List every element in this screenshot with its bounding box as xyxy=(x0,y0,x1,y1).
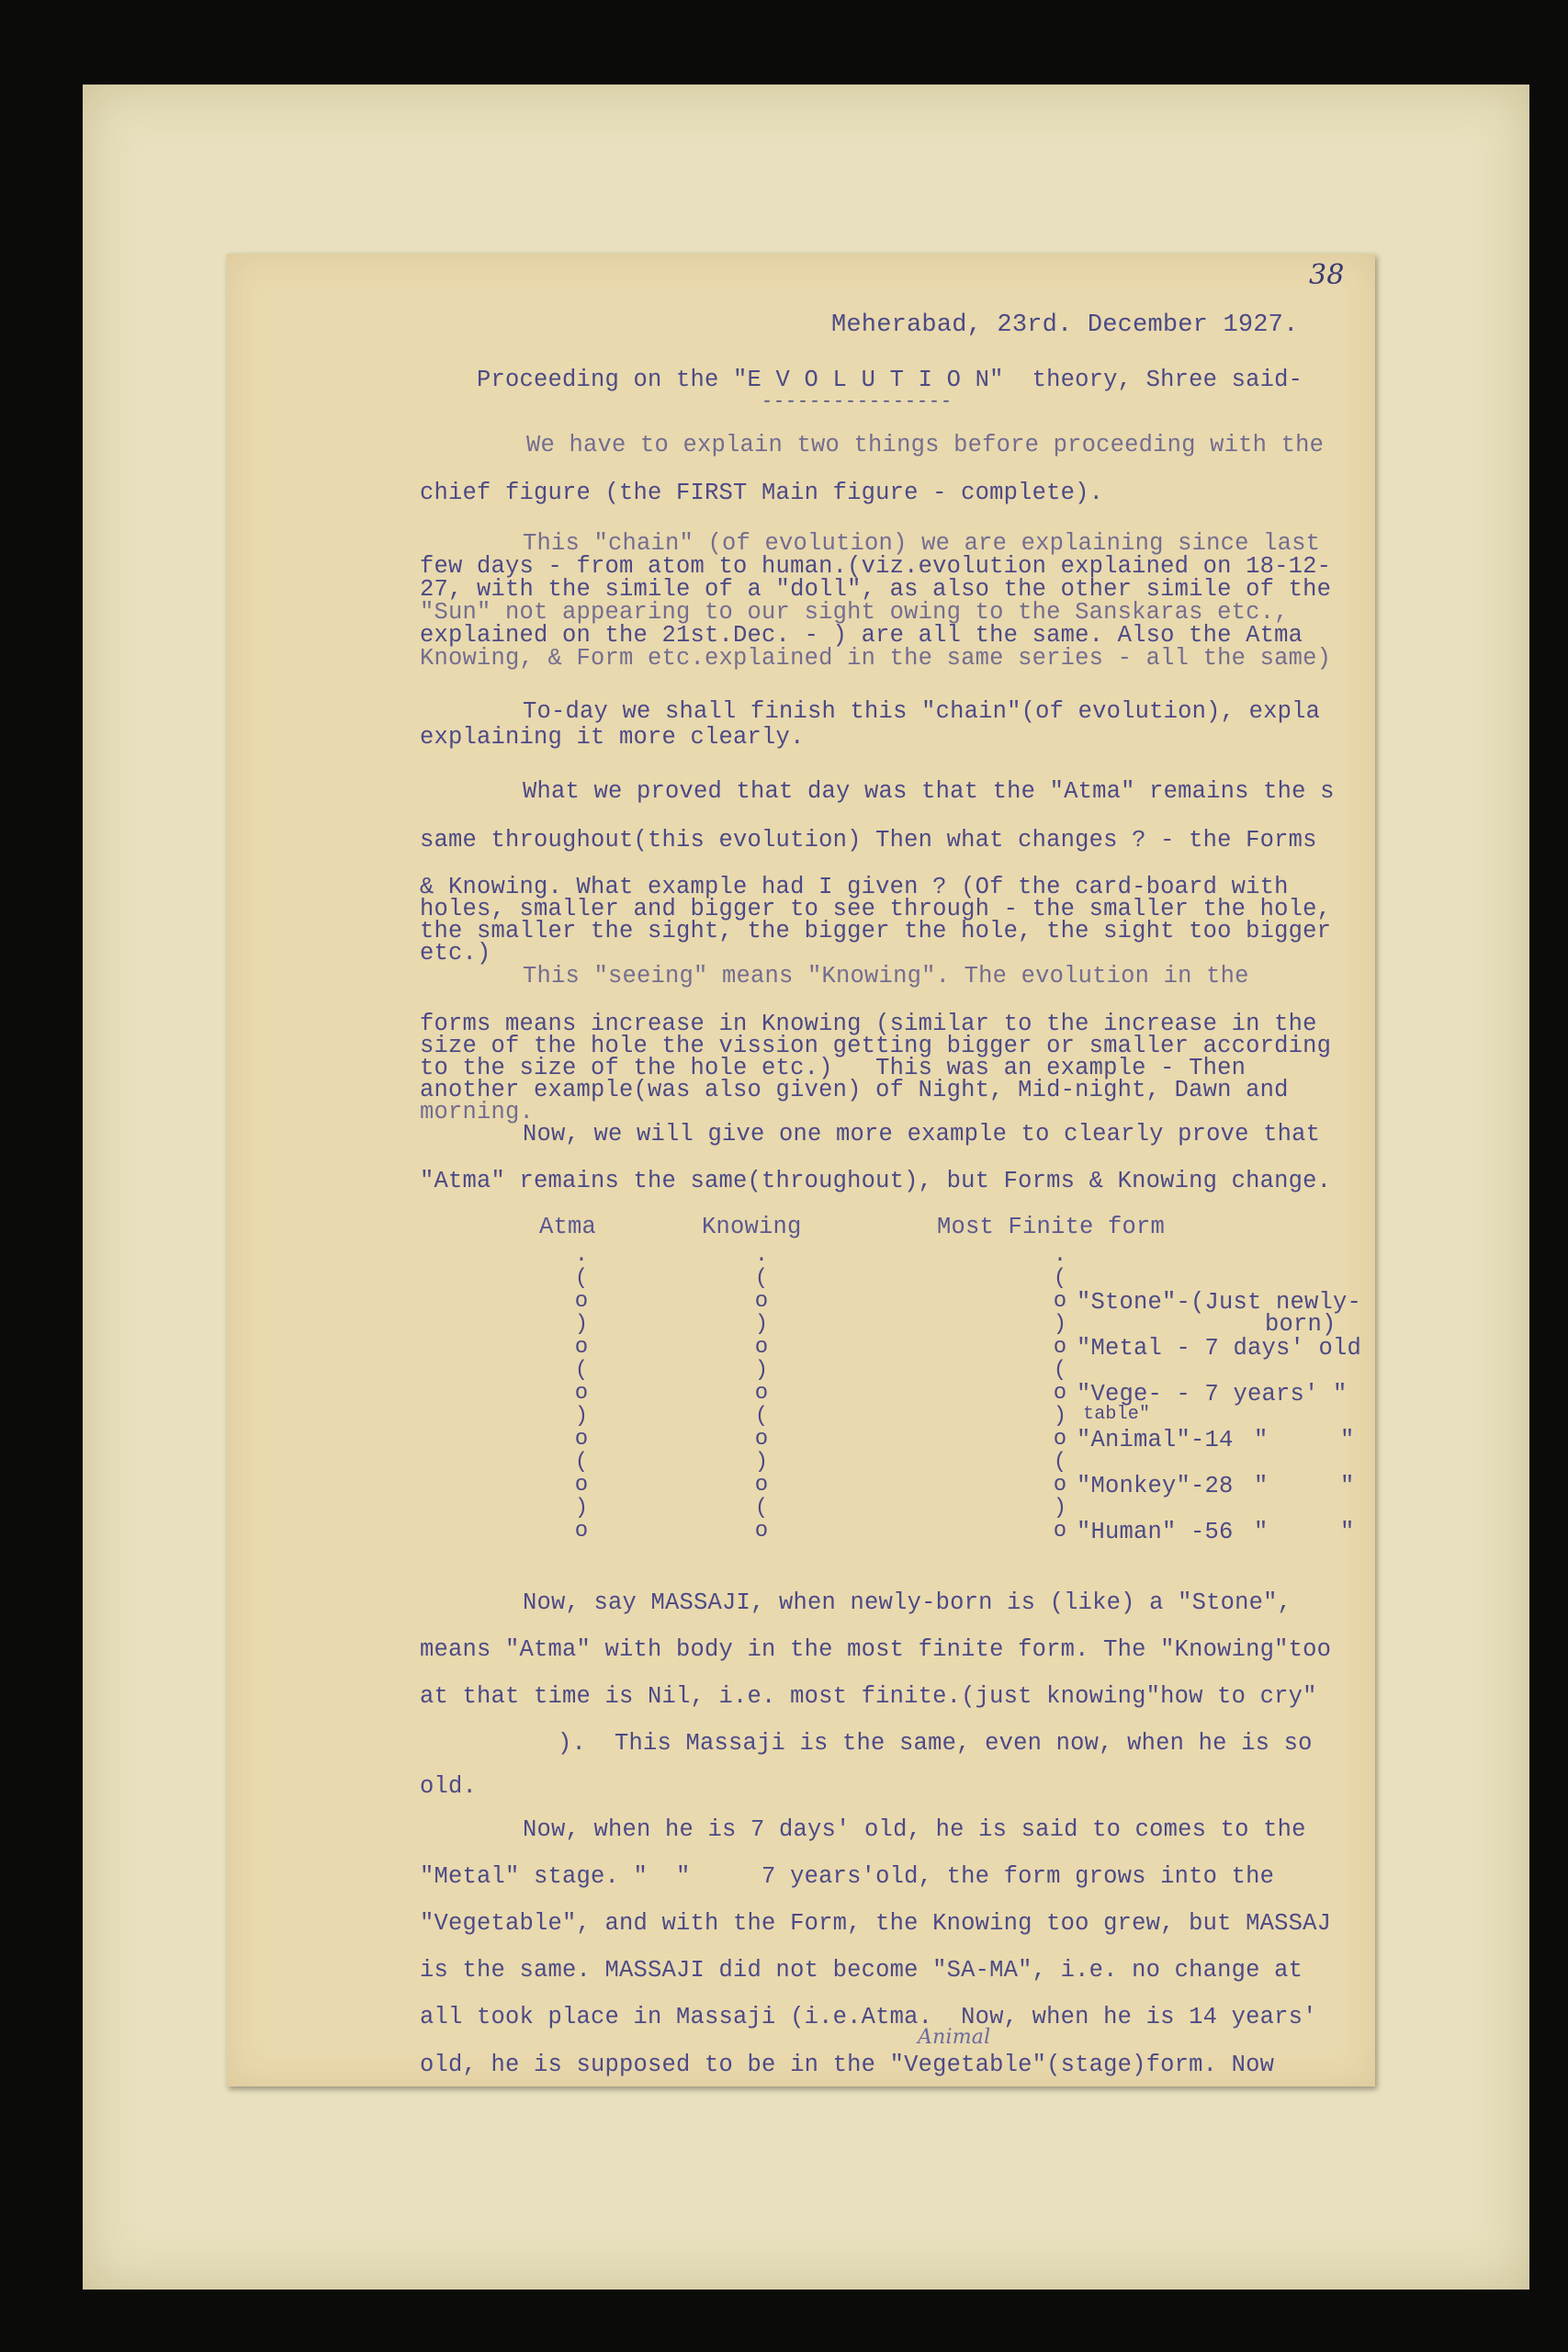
p4-line2: same throughout(this evolution) Then what changes ? - the Forms xyxy=(420,827,1317,854)
lower-line9: is the same. MASSAJI did not become "SA-MA", i.e. no change at xyxy=(420,1957,1303,1984)
p3-line1: To-day we shall finish this "chain"(of evolution), expla xyxy=(523,698,1321,725)
header-knowing: Knowing xyxy=(702,1214,802,1240)
p4-line1: What we proved that day was that the "Atma" remains the s xyxy=(523,778,1335,805)
atma-chain-link: o xyxy=(574,1335,589,1360)
p2-line2: few days - from atom to human.(viz.evolution explained on 18-12- xyxy=(420,553,1332,580)
form-vegetable-extra: table" xyxy=(1083,1404,1151,1425)
p5-line2: forms means increase in Knowing (similar to the increase in the xyxy=(420,1011,1317,1037)
form-chain-link: o xyxy=(1053,1381,1067,1406)
lower-line1: Now, say MASSAJI, when newly-born is (like) a "Stone", xyxy=(523,1589,1292,1616)
form-chain-link: o xyxy=(1053,1473,1067,1498)
lower-line10: all took place in Massaji (i.e.Atma. Now, when he is 14 years' xyxy=(420,2004,1317,2030)
form-chain xyxy=(1046,1244,1074,1543)
lower-line8: "Vegetable", and with the Form, the Knowing too grew, but MASSAJ xyxy=(420,1910,1332,1937)
form-animal-age: " xyxy=(1254,1427,1269,1453)
p1-line1: We have to explain two things before proceeding with the xyxy=(526,432,1325,458)
lower-line7: "Metal" stage. " " 7 years'old, the form grows into the xyxy=(420,1863,1275,1890)
p6-line2: "Atma" remains the same(throughout), but Forms & Knowing change. xyxy=(420,1168,1332,1194)
p2-line5: explained on the 21st.Dec. - ) are all the same. Also the Atma xyxy=(420,622,1303,649)
p1-line2: chief figure (the FIRST Main figure - complete). xyxy=(420,480,1104,506)
form-chain-link: ( xyxy=(1053,1266,1067,1291)
form-metal: "Metal - 7 days' old xyxy=(1077,1335,1362,1362)
knowing-chain-link: o xyxy=(754,1519,769,1544)
p3-line2: explaining it more clearly. xyxy=(420,724,805,751)
subtitle-underline: ---------------- xyxy=(761,391,953,413)
atma-chain-link: . xyxy=(574,1243,589,1268)
form-monkey-age: " xyxy=(1254,1473,1269,1499)
lower-line6: Now, when he is 7 days' old, he is said to comes to the xyxy=(523,1816,1306,1843)
atma-chain xyxy=(568,1244,595,1543)
knowing-chain-link: o xyxy=(754,1473,769,1498)
form-human-age: " xyxy=(1254,1519,1269,1545)
p5-line3: size of the hole the vission getting bigger or smaller according xyxy=(420,1033,1332,1059)
form-chain-link: ) xyxy=(1053,1312,1067,1337)
p5-line4: to the size of the hole etc.) This was an example - Then xyxy=(420,1055,1247,1081)
knowing-chain-link: o xyxy=(754,1381,769,1406)
atma-chain-link: o xyxy=(574,1519,589,1544)
p2-line1: This "chain" (of evolution) we are explaining since last xyxy=(523,530,1321,557)
lower-line4: ). This Massaji is the same, even now, when he is so xyxy=(558,1730,1313,1757)
form-chain-link: ( xyxy=(1053,1450,1067,1475)
atma-chain-link: ( xyxy=(574,1266,589,1291)
form-animal-extra: " xyxy=(1340,1427,1355,1453)
atma-chain-link: o xyxy=(574,1473,589,1498)
knowing-chain-link: o xyxy=(754,1289,769,1314)
typed-page xyxy=(227,254,1375,2086)
form-vegetable: "Vege- - 7 years' " xyxy=(1077,1381,1348,1408)
p4-line5: the smaller the sight, the bigger the hole, the sight too bigger xyxy=(420,918,1332,944)
p4-line4: holes, smaller and bigger to see through - the smaller the hole, xyxy=(420,896,1332,922)
form-animal: "Animal"-14 xyxy=(1077,1427,1234,1453)
atma-chain-link: o xyxy=(574,1381,589,1406)
subtitle: Proceeding on the "E V O L U T I O N" theory, Shree said- xyxy=(477,367,1303,393)
place-date: Meherabad, 23rd. December 1927. xyxy=(831,311,1299,339)
p5-line6: morning. xyxy=(420,1099,535,1125)
knowing-chain-link: o xyxy=(754,1427,769,1452)
lower-line5: old. xyxy=(420,1773,478,1800)
atma-chain-link: ) xyxy=(574,1404,589,1429)
form-stone: "Stone"-(Just newly- xyxy=(1077,1289,1362,1316)
knowing-chain xyxy=(748,1244,775,1543)
atma-chain-link: ( xyxy=(574,1450,589,1475)
form-chain-link: ) xyxy=(1053,1404,1067,1429)
header-atma: Atma xyxy=(539,1214,597,1240)
form-chain-link: ( xyxy=(1053,1358,1067,1383)
p4-line3: & Knowing. What example had I given ? (Of the card-board with xyxy=(420,874,1289,900)
p5-line1: This "seeing" means "Knowing". The evolution in the xyxy=(523,963,1249,989)
form-chain-link: o xyxy=(1053,1519,1067,1544)
atma-chain-link: o xyxy=(574,1289,589,1314)
lower-line2: means "Atma" with body in the most finite form. The "Knowing"too xyxy=(420,1636,1332,1663)
atma-chain-link: ) xyxy=(574,1312,589,1337)
handwritten-correction: Animal xyxy=(918,2026,991,2049)
knowing-chain-link: ) xyxy=(754,1312,769,1337)
atma-chain-link: ) xyxy=(574,1496,589,1521)
knowing-chain-link: ) xyxy=(754,1358,769,1383)
form-chain-link: o xyxy=(1053,1427,1067,1452)
p2-line6: Knowing, & Form etc.explained in the same series - all the same) xyxy=(420,645,1332,672)
p6-line1: Now, we will give one more example to clearly prove that xyxy=(523,1121,1321,1148)
form-chain-link: ) xyxy=(1053,1496,1067,1521)
form-chain-link: . xyxy=(1053,1243,1067,1268)
knowing-chain-link: . xyxy=(754,1243,769,1268)
lower-line11: old, he is supposed to be in the "Vegetable"(stage)form. Now xyxy=(420,2052,1275,2078)
p4-line6: etc.) xyxy=(420,940,491,967)
atma-chain-link: o xyxy=(574,1427,589,1452)
atma-chain-link: ( xyxy=(574,1358,589,1383)
header-most-finite-form: Most Finite form xyxy=(937,1214,1166,1240)
form-monkey: "Monkey"-28 xyxy=(1077,1473,1234,1499)
p2-line4: "Sun" not appearing to our sight owing to the Sanskaras etc., xyxy=(420,599,1289,626)
form-human: "Human" -56 xyxy=(1077,1519,1234,1545)
p5-line5: another example(was also given) of Night, Mid-night, Dawn and xyxy=(420,1077,1289,1103)
knowing-chain-link: ( xyxy=(754,1496,769,1521)
form-chain-link: o xyxy=(1053,1289,1067,1314)
knowing-chain-link: ) xyxy=(754,1450,769,1475)
lower-line3: at that time is Nil, i.e. most finite.(just knowing"how to cry" xyxy=(420,1683,1317,1710)
form-stone-extra: born) xyxy=(1265,1311,1337,1338)
page-number: 38 xyxy=(1309,259,1345,291)
knowing-chain-link: o xyxy=(754,1335,769,1360)
form-monkey-extra: " xyxy=(1340,1473,1355,1499)
knowing-chain-link: ( xyxy=(754,1266,769,1291)
form-human-extra: " xyxy=(1340,1519,1355,1545)
knowing-chain-link: ( xyxy=(754,1404,769,1429)
form-chain-link: o xyxy=(1053,1335,1067,1360)
p2-line3: 27, with the simile of a "doll", as also the other simile of the xyxy=(420,576,1332,603)
